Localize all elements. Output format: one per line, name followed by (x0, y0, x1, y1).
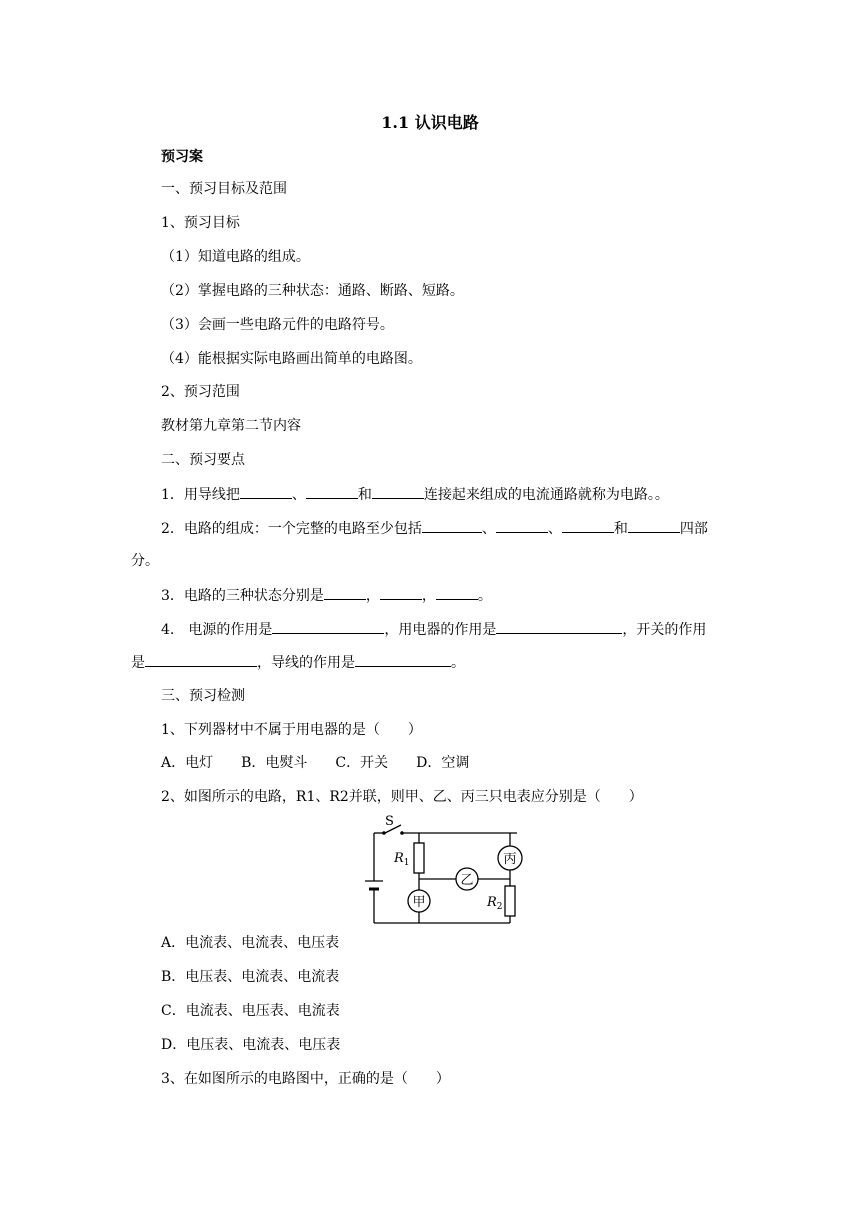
answer-blank[interactable] (324, 584, 366, 600)
q-text: 2．电路的组成：一个完整的电路至少包括 (161, 521, 422, 537)
answer-blank[interactable] (628, 517, 680, 533)
answer-blank[interactable] (372, 483, 424, 499)
scope-heading: 2、预习范围 (161, 384, 240, 400)
answer-blank[interactable] (380, 584, 422, 600)
part3-heading: 三、预习检测 (161, 688, 245, 704)
q-text: ，开关的作用 (622, 622, 707, 638)
switch-contact (400, 831, 404, 835)
answer-blank[interactable] (562, 517, 614, 533)
check-q2-stem: 2、如图所示的电路，R1、R2并联，则甲、乙、丙三只电表应分别是（ ） (161, 789, 643, 805)
goal-item: （1）知道电路的组成。 (161, 249, 310, 265)
goal-item: （3）会画一些电路元件的电路符号。 (161, 317, 394, 333)
answer-blank[interactable] (496, 618, 622, 634)
q-text: ， (365, 588, 380, 604)
scope-text: 教材第九章第二节内容 (161, 418, 301, 434)
q-text: 、 (481, 521, 496, 537)
meter-jia-label: 甲 (412, 895, 426, 910)
q-text: 、 (547, 521, 562, 537)
answer-blank[interactable] (145, 651, 257, 667)
q-text: 3．电路的三种状态分别是 (161, 588, 324, 604)
q-text: 。 (451, 655, 465, 671)
q-text: ，用电器的作用是 (384, 622, 497, 638)
page-title: 1.1 认识电路 (381, 113, 479, 132)
part2-heading: 二、预习要点 (161, 452, 245, 468)
q-text: 四部 (679, 521, 708, 537)
answer-blank[interactable] (496, 517, 548, 533)
q-text: ， (421, 588, 436, 604)
check-q2-option: B．电压表、电流表、电流表 (161, 969, 340, 985)
q-text: 是 (131, 655, 145, 671)
q-text: 和 (613, 521, 628, 537)
question-point-4 (161, 618, 706, 641)
check-q2-option: D．电压表、电流表、电压表 (161, 1037, 341, 1053)
goal-item: （2）掌握电路的三种状态：通路、断路、短路。 (161, 283, 464, 299)
answer-blank[interactable] (355, 651, 451, 667)
answer-blank[interactable] (436, 584, 478, 600)
check-q1-stem: 1、下列器材中不属于用电器的是（ ） (161, 722, 422, 738)
answer-blank[interactable] (240, 483, 292, 499)
question-point-4-cont (131, 651, 465, 674)
q-text: 连接起来组成的电流通路就称为电路。。 (423, 487, 669, 503)
r2-label: $R_2$ (487, 895, 503, 912)
resistor-r2 (505, 886, 515, 916)
question-point-3 (161, 584, 492, 607)
q-text: 和 (357, 487, 372, 503)
resistor-r1 (414, 843, 424, 873)
q-text: 。 (477, 588, 492, 604)
section-label: 预习案 (161, 149, 203, 165)
check-q2-option: A．电流表、电流表、电压表 (161, 935, 340, 951)
goal-item: （4）能根据实际电路画出简单的电路图。 (161, 351, 422, 367)
meter-bing-label: 丙 (503, 852, 517, 867)
switch-label: S (385, 814, 394, 829)
question-point-2-cont: 分。 (131, 553, 159, 569)
answer-blank[interactable] (306, 483, 358, 499)
check-q1-options: A．电灯 B．电熨斗 C．开关 D．空调 (161, 755, 470, 771)
part1-heading: 一、预习目标及范围 (161, 181, 287, 197)
q-text: 4. 电源的作用是 (161, 622, 273, 638)
q-text: ，导线的作用是 (257, 655, 355, 671)
r1-label: $R_1$ (394, 851, 410, 868)
circuit-diagram (362, 813, 532, 928)
question-point-1 (161, 483, 669, 506)
answer-blank[interactable] (422, 517, 482, 533)
answer-blank[interactable] (272, 618, 384, 634)
check-q3-stem: 3、在如图所示的电路图中，正确的是（ ） (161, 1071, 450, 1087)
question-point-2 (161, 517, 708, 540)
meter-yi-label: 乙 (460, 873, 474, 888)
check-q2-option: C．电流表、电压表、电流表 (161, 1003, 340, 1019)
q-text: 1．用导线把 (161, 487, 240, 503)
q-text: 、 (291, 487, 306, 503)
goals-heading: 1、预习目标 (161, 215, 240, 231)
switch-contact (382, 831, 386, 835)
